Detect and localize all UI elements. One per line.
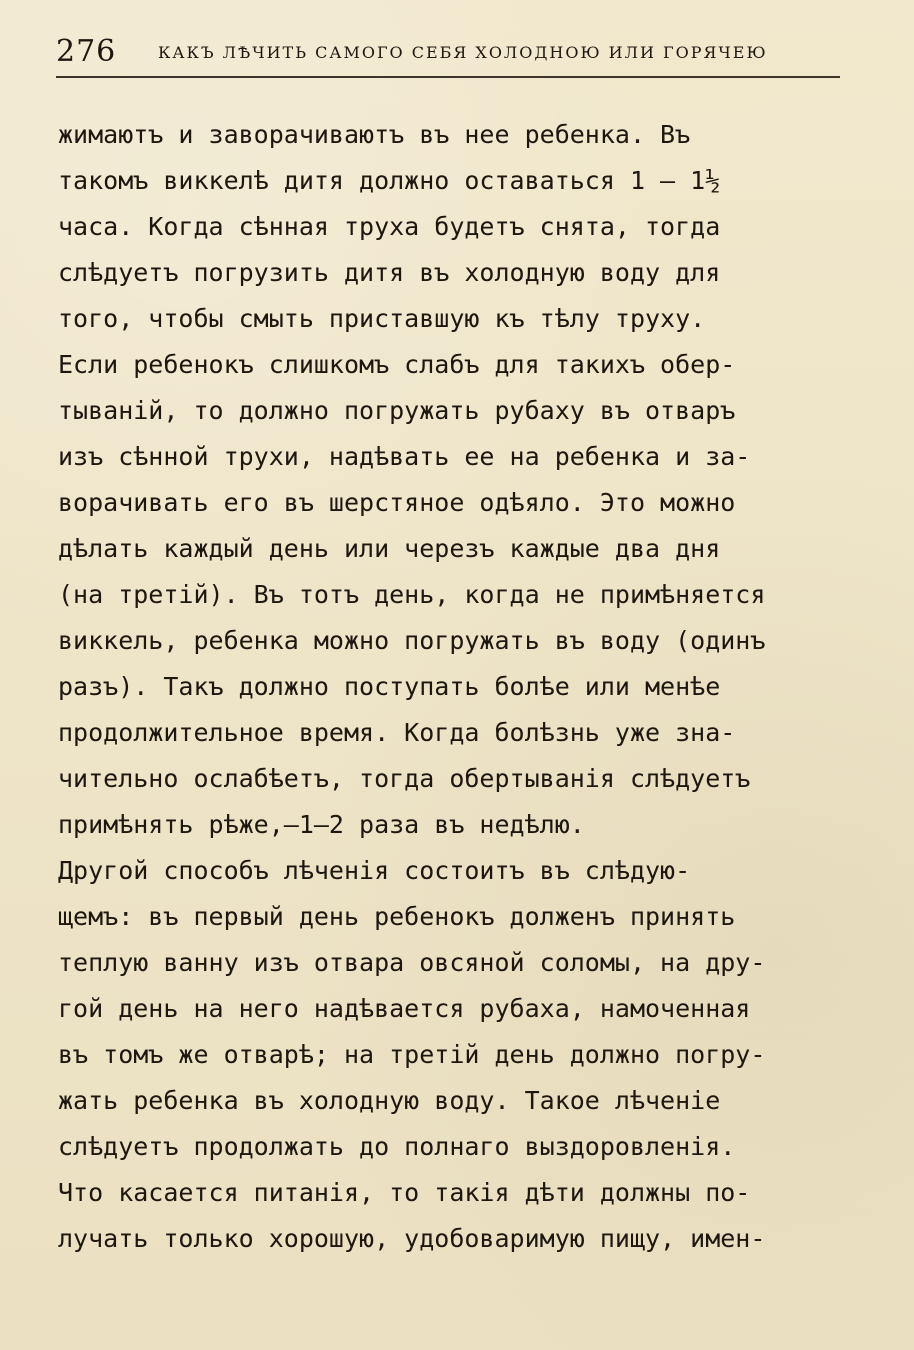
text-line: (на третій). Въ тотъ день, когда не примѣняется: [58, 580, 766, 609]
text-line: тываній, то должно погружать рубаху въ отваръ: [58, 396, 736, 425]
text-line: такомъ виккелѣ дитя должно оставаться 1 — 1½: [58, 166, 721, 195]
text-line: часа. Когда сѣнная труха будетъ снята, тогда: [58, 212, 721, 241]
text-line: продолжительное время. Когда болѣзнь уже зна-: [58, 718, 736, 747]
text-line: теплую ванну изъ отвара овсяной соломы, на дру-: [58, 948, 766, 977]
text-line: щемъ: въ первый день ребенокъ долженъ принять: [58, 902, 736, 931]
text-line: примѣнять рѣже,—1—2 раза въ недѣлю.: [58, 810, 585, 839]
text-line: разъ). Такъ должно поступать болѣе или менѣе: [58, 672, 721, 701]
text-line: гой день на него надѣвается рубаха, намоченная: [58, 994, 751, 1023]
text-line: слѣдуетъ погрузить дитя въ холодную воду для: [58, 258, 721, 287]
text-line: слѣдуетъ продолжать до полнаго выздоровленія.: [58, 1132, 736, 1161]
text-line: чительно ослабѣетъ, тогда обертыванія слѣдуетъ: [58, 764, 751, 793]
text-line: Что касается питанія, то такія дѣти должны по-: [58, 1178, 751, 1207]
text-line: жимаютъ и заворачиваютъ въ нее ребенка. Въ: [58, 120, 691, 149]
header-divider: [56, 76, 840, 78]
page-number: 276: [56, 34, 117, 69]
text-line: въ томъ же отварѣ; на третій день должно погру-: [58, 1040, 766, 1069]
text-line: изъ сѣнной трухи, надѣвать ее на ребенка и за-: [58, 442, 751, 471]
text-line: Другой способъ лѣченія состоитъ въ слѣдую-: [58, 856, 691, 885]
running-title: КАКЪ ЛѢЧИТЬ САМОГО СЕБЯ ХОЛОДНОЮ ИЛИ ГОРЯЧЕЮ: [158, 43, 768, 62]
text-line: ворачивать его въ шерстяное одѣяло. Это можно: [58, 488, 736, 517]
text-line: лучать только хорошую, удобоваримую пищу, имен-: [58, 1224, 766, 1253]
page-header: [56, 36, 840, 76]
text-line: того, чтобы смыть приставшую къ тѣлу труху.: [58, 304, 706, 333]
text-line: Если ребенокъ слишкомъ слабъ для такихъ обер-: [58, 350, 736, 379]
text-line: жать ребенка въ холодную воду. Такое лѣченіе: [58, 1086, 721, 1115]
body-text: [58, 112, 848, 1262]
text-line: дѣлать каждый день или черезъ каждые два дня: [58, 534, 721, 563]
text-line: виккель, ребенка можно погружать въ воду (одинъ: [58, 626, 766, 655]
